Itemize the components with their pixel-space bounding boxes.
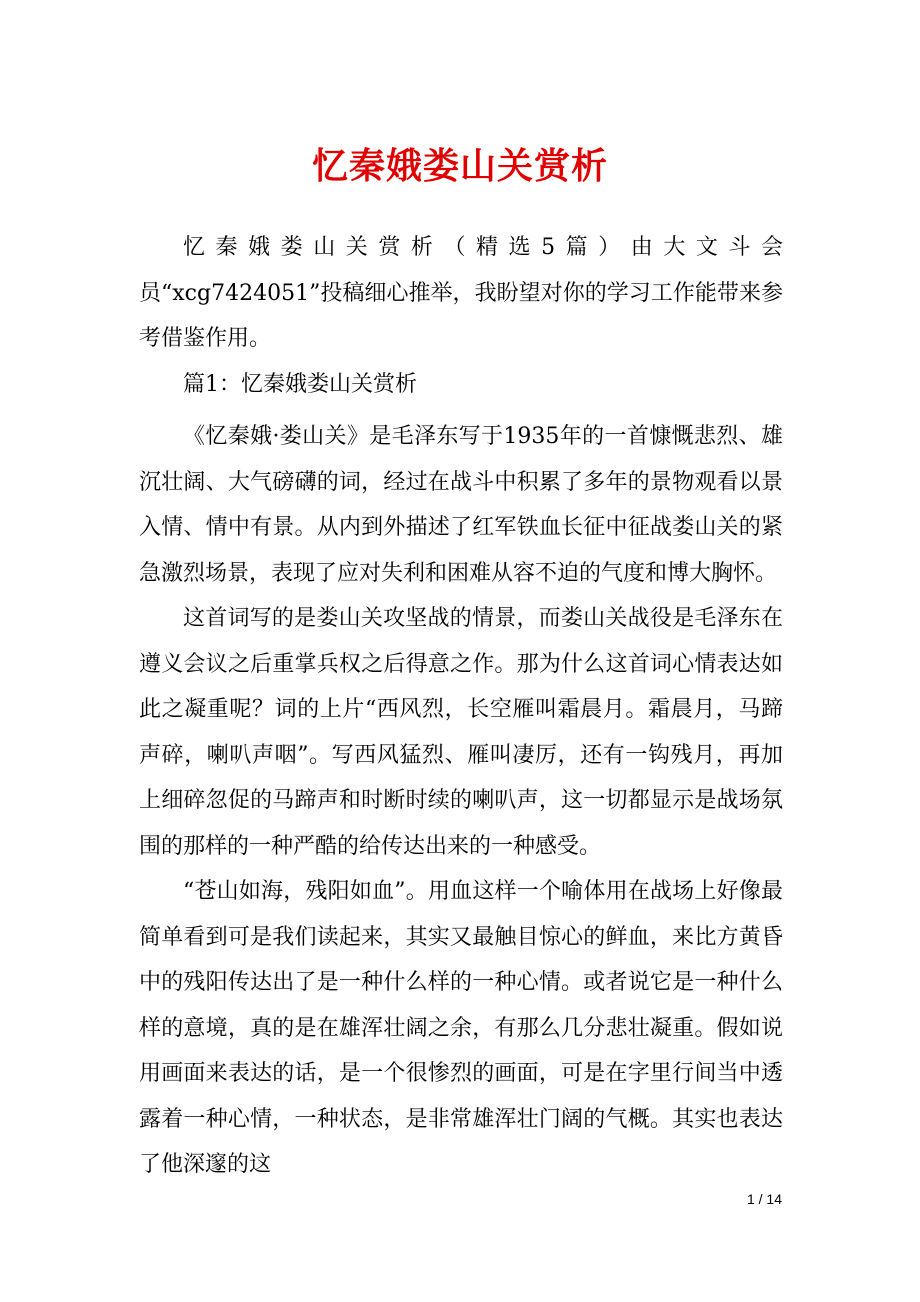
- document-title: 忆秦娥娄山关赏析: [311, 145, 608, 187]
- intro-block: [139, 225, 783, 407]
- body-paragraph: “苍山如海，残阳如血”。用血这样一个喻体用在战场上好像最简单看到可是我们读起来，其实又最触目惊心的鲜血，来比方黄昏中的残阳传达出了是一种什么样的一种心情。或者说它是一种什么样的意境，真的是在雄浑壮阔之余，有那么几分悲壮凝重。假如说用画面来表达的话，是一个很惨烈的画面，可是在字里行间当中透露着一种心情，一种状态，是非常雄浑壮门阔的气概。其实也表达了他深邃的这: [139, 879, 783, 1177]
- body-paragraph: 这首词写的是娄山关攻坚战的情景，而娄山关战役是毛泽东在遵义会议之后重掌兵权之后得意之作。那为什么这首词心情表达如此之凝重呢？词的上片“西风烈，长空雁叫霜晨月。霜晨月，马蹄声碎，喇叭声咽”。写西风猛烈、雁叫凄厉，还有一钩残月，再加上细碎忽促的马蹄声和时断时续的喇叭声，这一切都显示是战场氛围的那样的一种严酷的给传达出来的一种感受。: [139, 606, 783, 859]
- article-body: [139, 414, 783, 1188]
- intro-paragraph: 忆秦娥娄山关赏析（精选5篇）由大文斗会员“xcg7424051”投稿细心推举，我盼望对你的学习工作能带来参考借鉴作用。: [139, 235, 783, 351]
- body-paragraph: 《忆秦娥·娄山关》是毛泽东写于1935年的一首慷慨悲烈、雄沉壮阔、大气磅礴的词，经过在战斗中积累了多年的景物观看以景入情、情中有景。从内到外描述了红军铁血长征中征战娄山关的紧急激烈场景，表现了应对失利和困难从容不迫的气度和博大胸怀。: [139, 424, 783, 586]
- section-heading: 篇1：忆秦娥娄山关赏析: [183, 371, 417, 397]
- page-indicator: 1 / 14: [746, 1191, 782, 1207]
